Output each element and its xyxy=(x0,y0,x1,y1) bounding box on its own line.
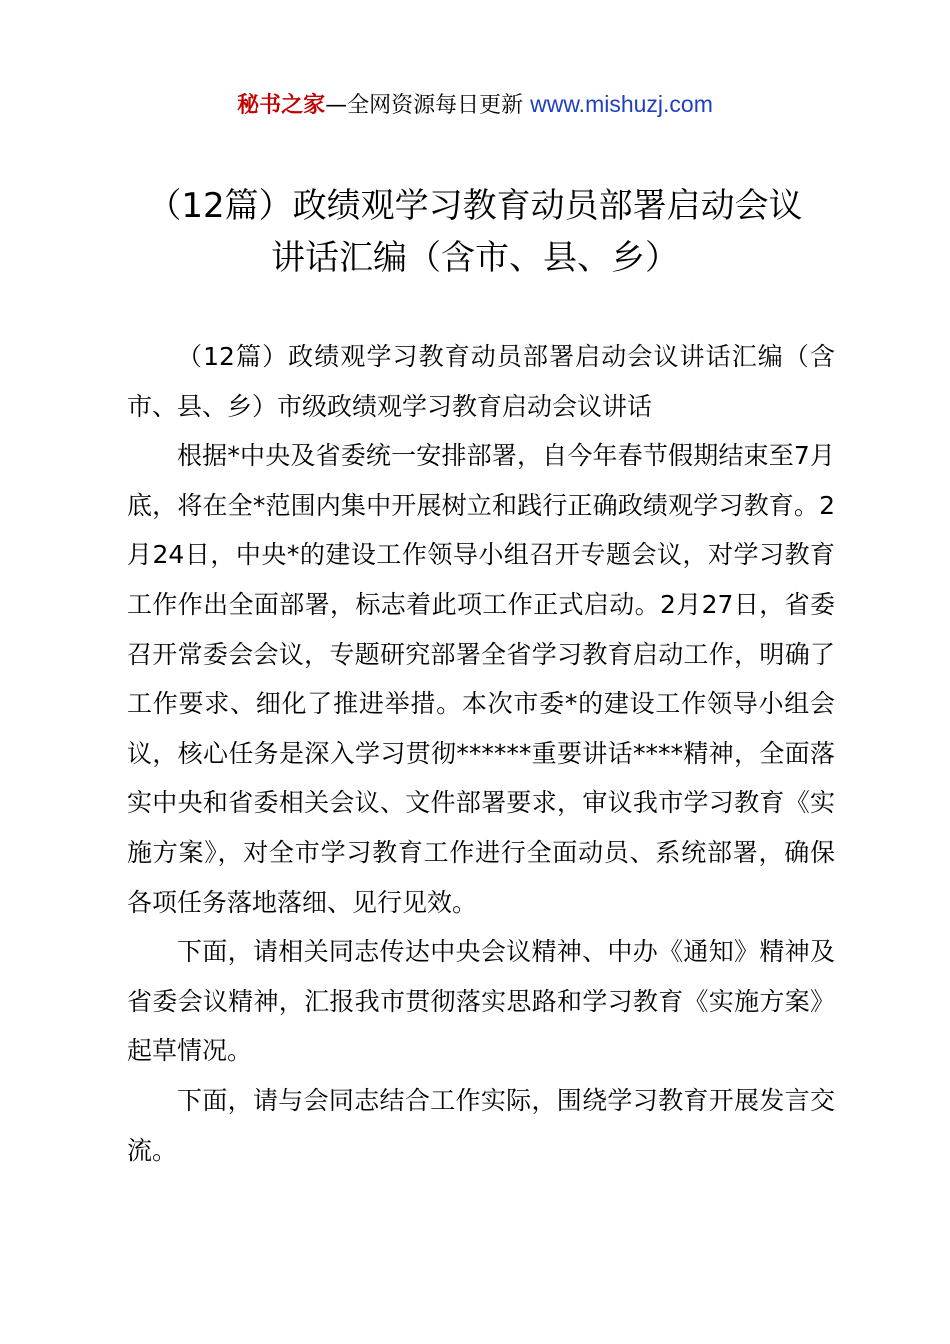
site-tagline: —全网资源每日更新 xyxy=(325,93,531,118)
paragraph: 下面，请与会同志结合工作实际，围绕学习教育开展发言交流。 xyxy=(127,1085,835,1165)
paragraph: （12篇）政绩观学习教育动员部署启动会议讲话汇编（含市、县、乡）市级政绩观学习教育启动会议讲话 xyxy=(127,342,835,421)
title-line-2: 讲话汇编（含市、县、乡） xyxy=(271,238,679,278)
document-body xyxy=(127,332,835,1175)
document-title xyxy=(100,180,850,284)
paragraph: 根据*中央及省委统一安排部署，自今年春节假期结束至7月底，将在全*范围内集中开展树立和践行正确政绩观学习教育。2月24日，中央*的建设工作领导小组召开专题会议，对学习教育工作作出全面部署，标志着此项工作正式启动。2月27日，省委召开常委会会议，专题研究部署全省学习教育启动工作，明确了工作要求、细化了推进举措。本次市委*的建设工作领导小组会议，核心任务是深入学习贯彻******重要讲话****精神，全面落实中央和省委相关会议、文件部署要求，审议我市学习教育《实施方案》，对全市学习教育工作进行全面动员、系统部署，确保各项任务落地落细、见行见效。 xyxy=(127,441,835,917)
site-url-link[interactable]: www.mishuzj.com xyxy=(530,91,713,117)
title-line-1: （12篇）政绩观学习教育动员部署启动会议 xyxy=(147,186,803,226)
brand-name: 秘书之家 xyxy=(237,93,326,118)
site-header xyxy=(0,88,950,122)
paragraph: 下面，请相关同志传达中央会议精神、中办《通知》精神及省委会议精神，汇报我市贯彻落实思路和学习教育《实施方案》起草情况。 xyxy=(127,937,835,1066)
